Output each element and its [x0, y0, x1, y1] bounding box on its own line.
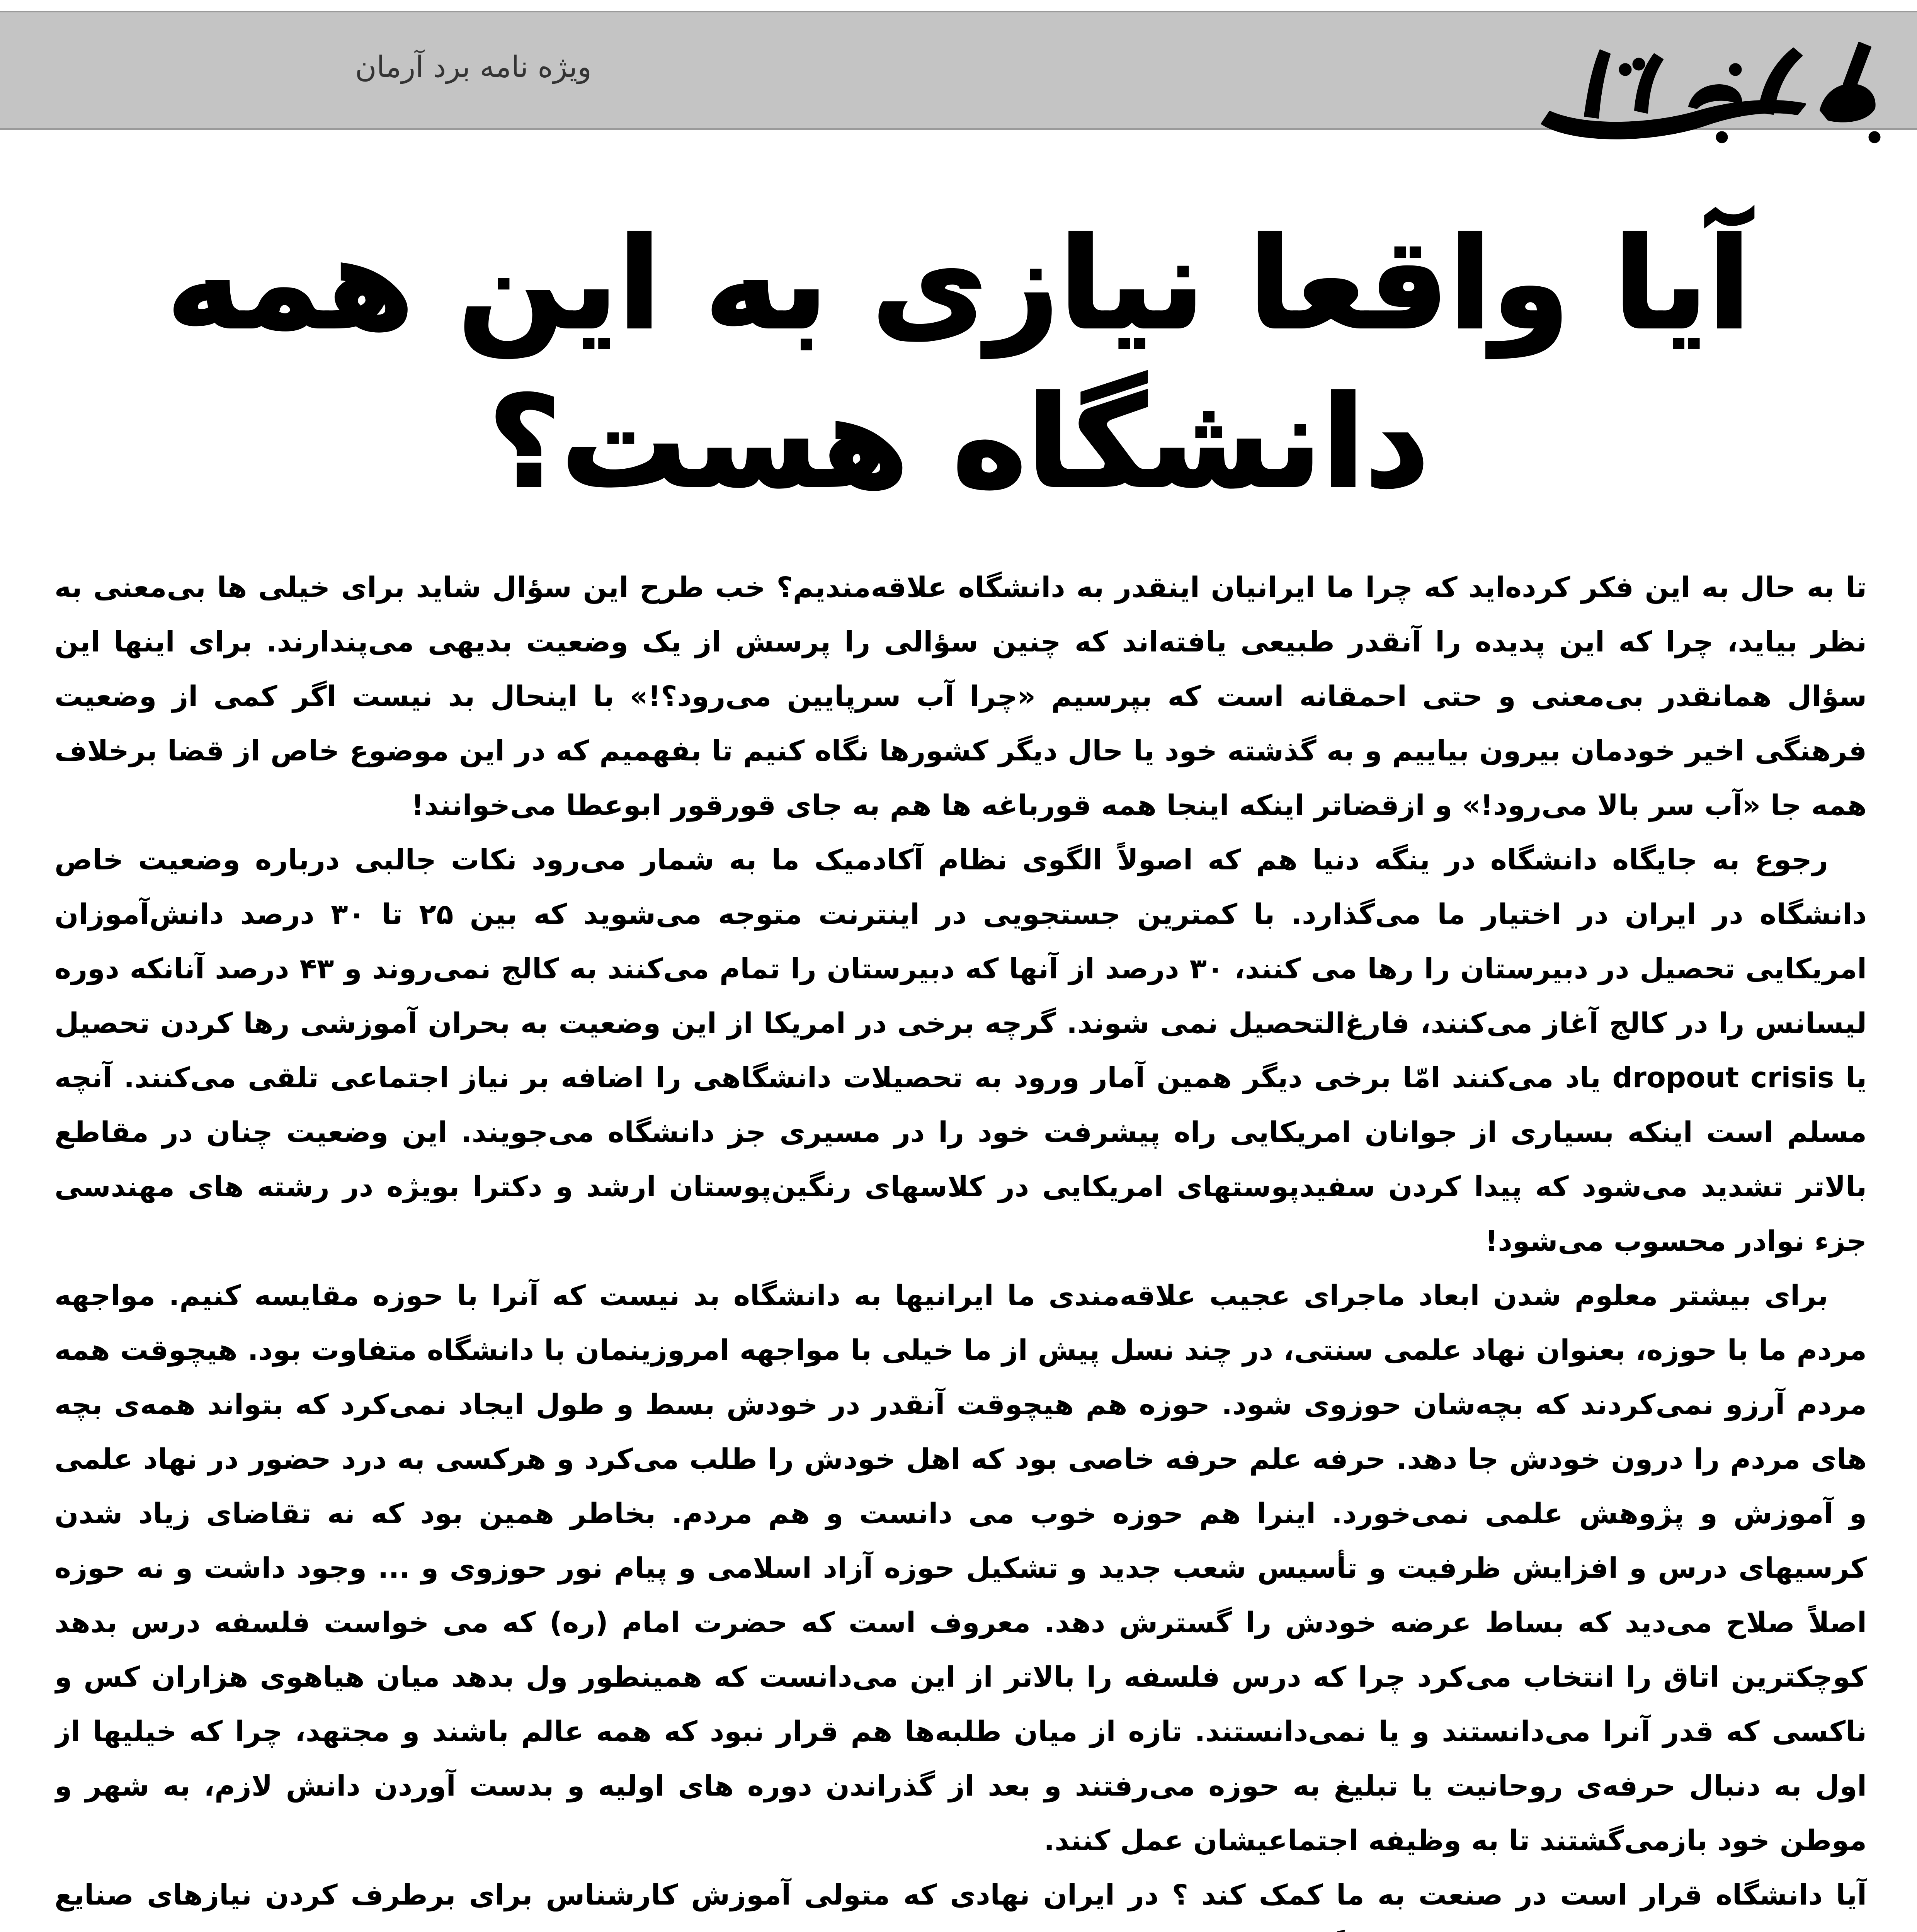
article-paragraph: آیا دانشگاه قرار است در صنعت به ما کمک کند ؟ در ایران نهادی که متولی آموزش کارشناس برای برطرف کردن نیازهای صنایع — [54, 1879, 1867, 1912]
masthead-logo — [1527, 27, 1894, 155]
article-body — [54, 560, 1867, 1932]
article-paragraph: برای بیشتر معلوم شدن ابعاد ماجرای عجیب علاقه‌مندی ما ایرانیها به دانشگاه بد نیست که آنرا با حوزه مقایسه کنیم. مواجهه مردم ما با حوزه، بعنوان نهاد علمی سنتی، در چند نسل پیش از ما خیلی با مواجهه امروزینمان با دانشگاه متفاوت بود. هیچوقت همه مردم آرزو نمی‌کردند که بچه‌شان حوزوی شود. حوزه هم هیچوقت آنقدر در خودش بسط و طول ایجاد نمی‌کرد که بتواند همه‌ی بچه های مردم را درون خودش جا دهد. حرفه علم حرفه خاصی بود که اهل خودش را طلب می‌کرد و هرکسی به درد حضور در نهاد علمی و آموزش و پژوهش علمی نمی‌خورد. اینرا هم حوزه خوب می دانست و هم مردم. بخاطر همین بود که نه تقاضای زیاد شدن کرسیهای درس و افزایش ظرفیت و تأسیس شعب جدید و تشکیل حوزه آزاد اسلامی و پیام نور حوزوی و ... وجود داشت و نه حوزه اصلاً صلاح می‌دید که بساط عرضه خودش را گسترش دهد. معروف است که حضرت امام (ره) که می خواست فلسفه درس بدهد کوچکترین اتاق را انتخاب می‌کرد چرا که درس فلسفه را بالاتر از این می‌دانست که همینطور ول بدهد میان هیاهوی هزاران کس و ناکسی که قدر آنرا می‌دانستند و یا نمی‌دانستند. تازه از میان طلبه‌ها هم قرار نبود که همه عالم باشند و مجتهد، چرا که خیلیها از اول به دنبال حرفه‌ی روحانیت یا تبلیغ به حوزه می‌رفتند و بعد از گذراندن دوره های اولیه و بدست آوردن دانش لازم، به شهر و موطن خود بازمی‌گشتند تا به وظیفه اجتماعیشان عمل کنند. — [54, 1279, 1867, 1857]
issue-subtitle: ویژه نامه برد آرمان — [355, 49, 592, 84]
headline: آیا واقعا نیازی به این همه دانشگاه هست؟ — [167, 211, 1751, 515]
article-paragraph: رجوع به جایگاه دانشگاه در ینگه دنیا هم که اصولاً الگوی نظام آکادمیک ما به شمار می‌رود نکات جالبی درباره وضعیت خاص دانشگاه در ایران در اختیار ما می‌گذارد. با کمترین جستجویی در اینترنت متوجه می‌شوید که بین ۲۵ تا ۳۰ درصد دانش‌آموزان امریکایی تحصیل در دبیرستان را رها می کنند، ۳۰ درصد از آنها که دبیرستان را تمام می‌کنند به کالج نمی‌روند و ۴۳ درصد آنانکه دوره لیسانس را در کالج آغاز می‌کنند، فارغ‌التحصیل نمی شوند. گرچه برخی در امریکا از این وضعیت به بحران آموزشی رها کردن تحصیل یا dropout crisis یاد می‌کنند امّا برخی دیگر همین آمار ورود به تحصیلات دانشگاهی را اضافه بر نیاز اجتماعی تلقی می‌کنند. آنچه مسلم است اینکه بسیاری از جوانان امریکایی راه پیشرفت خود را در مسیری جز دانشگاه می‌جویند. این وضعیت چنان در مقاطع بالاتر تشدید می‌شود که پیدا کردن سفیدپوستهای امریکایی در کلاسهای رنگین‌پوستان ارشد و دکترا بویژه در رشته های مهندسی جزء نوادر محسوب می‌شود! — [54, 844, 1867, 1258]
article-paragraph: تا به حال به این فکر کرده‌اید که چرا ما ایرانیان اینقدر به دانشگاه علاقه‌مندیم؟ خب طرح این سؤال شاید برای خیلی ها بی‌معنی به نظر بیاید، چرا که این پدیده را آنقدر طبیعی یافته‌اند که چنین سؤالی را پرسش از یک وضعیت بدیهی می‌پندارند. برای اینها این سؤال همانقدر بی‌معنی و حتی احمقانه است که بپرسیم «چرا آب سرپایین می‌رود؟!» با اینحال بد نیست اگر کمی از وضعیت فرهنگی اخیر خودمان بیرون بیاییم و به گذشته خود یا حال دیگر کشورها نگاه کنیم تا بفهمیم که در این موضوع خاص از قضا برخلاف همه جا «آب سر بالا می‌رود!» و ازقضاتر اینکه اینجا همه قورباغه ها هم به جای قورقور ابوعطا می‌خوانند! — [54, 571, 1867, 822]
